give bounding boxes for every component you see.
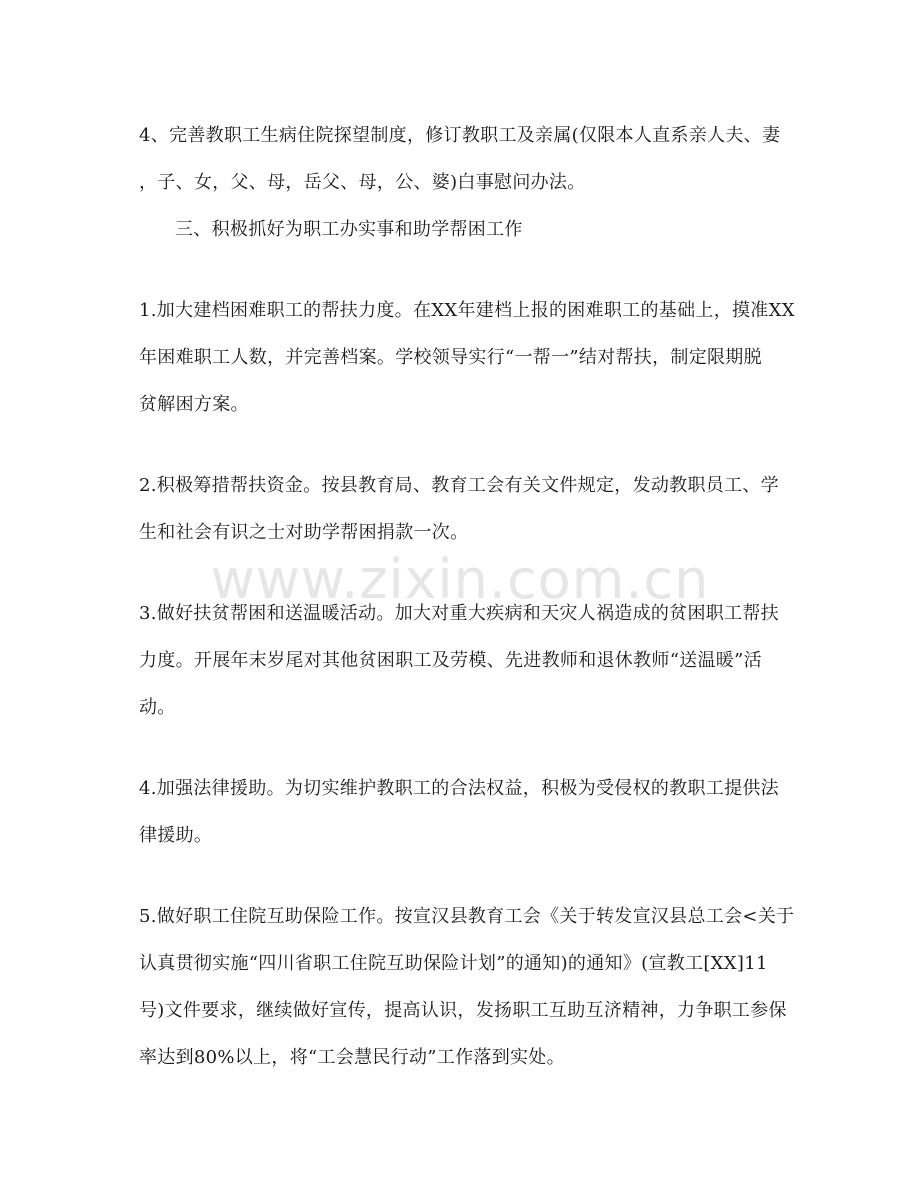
item-4-line-1: 4.加强法律援助。为切实维护教职工的合法权益，积极为受侵权的教职工提供法 bbox=[139, 778, 779, 799]
item-5-line-1: 5.做好职工住院互助保险工作。按宣汉县教育工会《关于转发宣汉县总工会<关于 bbox=[139, 906, 795, 927]
item-3-line-1: 3.做好扶贫帮困和送温暖活动。加大对重大疾病和天灾人祸造成的贫困职工帮扶 bbox=[139, 603, 779, 624]
item-2-line-1: 2.积极筹措帮扶资金。按县教育局、教育工会有关文件规定，发动教职员工、学 bbox=[139, 475, 779, 496]
item-2-line-2: 生和社会有识之士对助学帮困捐款一次。 bbox=[139, 522, 469, 543]
item-4-line-2: 律援助。 bbox=[139, 825, 213, 846]
item-3-line-3: 动。 bbox=[139, 697, 176, 718]
item-5-line-4: 率达到80%以上，将“工会慧民行动”工作落到实处。 bbox=[139, 1047, 565, 1068]
item-1-line-2: 年困难职工人数，并完善档案。学校领导实行“一帮一”结对帮扶，制定限期脱 bbox=[139, 347, 762, 368]
item-1-line-3: 贫解困方案。 bbox=[139, 394, 249, 415]
paragraph-4-line-1: 4、完善教职工生病住院探望制度，修订教职工及亲属(仅限本人直系亲人夫、妻 bbox=[139, 125, 781, 146]
paragraph-4-line-2: ，子、女，父、母，岳父、母，公、婆)白事慰问办法。 bbox=[139, 172, 586, 193]
section-3-heading: 三、积极抓好为职工办实事和助学帮困工作 bbox=[175, 219, 523, 240]
item-5-line-2: 认真贯彻实施“四川省职工住院互助保险计划”的通知)的通知》(宣教工[XX]11 bbox=[139, 953, 768, 974]
item-3-line-2: 力度。开展年末岁尾对其他贫困职工及劳模、先进教师和退休教师“送温暖”活 bbox=[139, 650, 762, 671]
watermark-text: www.zixin.com.cn bbox=[210, 548, 710, 611]
item-5-line-3: 号)文件要求，继续做好宣传，提高认识，发扬职工互助互济精神，力争职工参保 bbox=[139, 1000, 787, 1021]
item-1-line-1: 1.加大建档困难职工的帮扶力度。在XX年建档上报的困难职工的基础上，摸准XX bbox=[139, 300, 795, 321]
